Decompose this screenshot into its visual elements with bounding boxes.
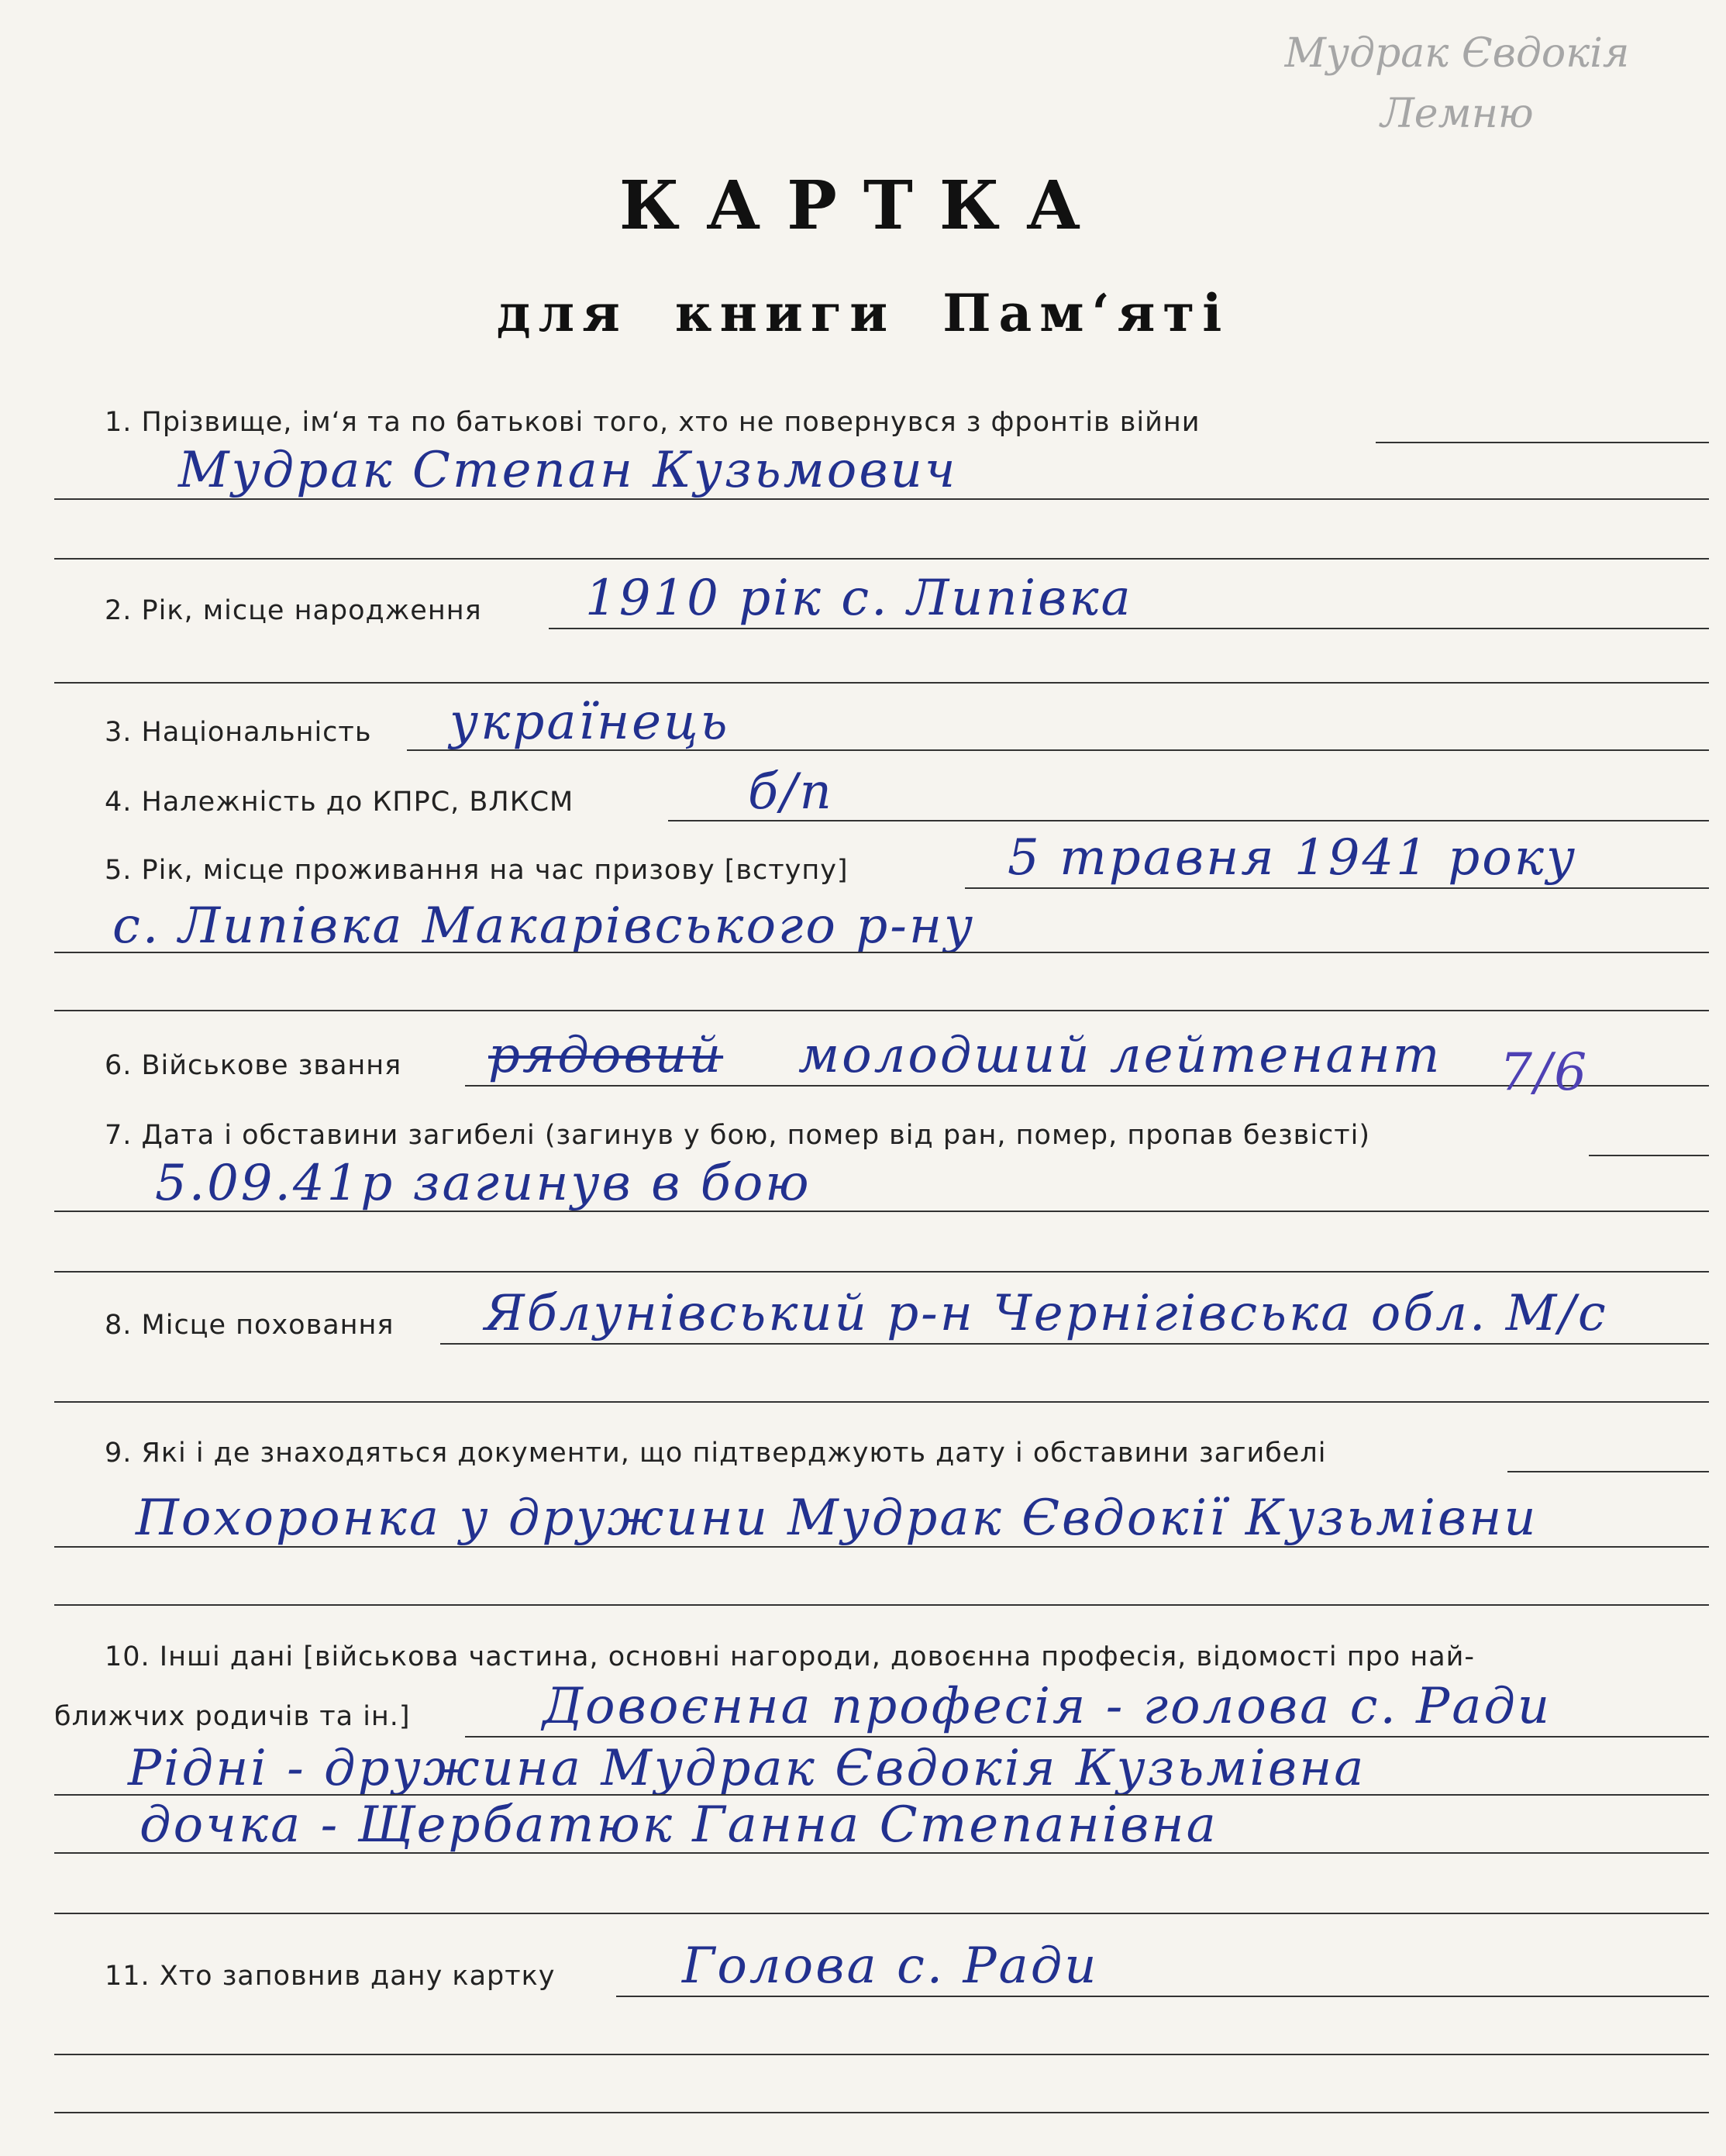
field-9-line-c <box>54 1604 1709 1606</box>
field-11-line-b <box>54 2054 1709 2055</box>
field-8-line-b <box>54 1401 1709 1403</box>
corner-note-line-2: Лемню <box>1380 91 1534 137</box>
field-10-line-c <box>54 1852 1709 1854</box>
field-9-value: Похоронка у дружини Мудрак Євдокії Кузьмівни <box>136 1490 1538 1547</box>
field-7-line-a <box>1589 1155 1709 1156</box>
field-4-label: 4. Належність до КПРС, ВЛКСМ <box>105 787 574 818</box>
field-5-line-c <box>54 1010 1709 1011</box>
field-8-line-a <box>440 1343 1709 1345</box>
field-6-struck-value: рядовий <box>488 1027 724 1084</box>
field-5-label: 5. Рік, місце проживання на час призову [вступу] <box>105 855 849 886</box>
field-7-value: 5.09.41р загинув в бою <box>155 1155 811 1212</box>
field-3-label: 3. Національність <box>105 717 372 748</box>
card-title: КАРТКА <box>618 167 1108 245</box>
field-1-label: 1. Прізвище, ім‘я та по батькові того, хто не повернувся з фронтів війни <box>105 407 1201 438</box>
field-2-label: 2. Рік, місце народження <box>105 595 482 626</box>
corner-note-line-1: Мудрак Євдокія <box>1284 30 1630 77</box>
field-2-line-a <box>549 628 1709 629</box>
field-11-line-a <box>616 1996 1709 1997</box>
field-10-value-line-2: Рідні - дружина Мудрак Євдокія Кузьмівна <box>128 1740 1366 1797</box>
field-7-line-c <box>54 1271 1709 1273</box>
field-5-value-line-2: с. Липівка Макарівського р-ну <box>112 897 976 955</box>
field-1-line-b <box>54 498 1709 500</box>
field-9-label: 9. Які і де знаходяться документи, що підтверджують дату і обставини загибелі <box>105 1438 1327 1469</box>
field-10-label-line-2: ближчих родичів та ін.] <box>54 1701 411 1732</box>
field-5-line-a <box>965 887 1709 889</box>
field-10-value-line-1: Довоєнна професія - голова с. Ради <box>543 1678 1552 1735</box>
field-10-line-b <box>54 1794 1709 1796</box>
field-7-line-b <box>54 1211 1709 1212</box>
field-8-label: 8. Місце поховання <box>105 1310 394 1341</box>
field-5-line-b <box>54 952 1709 953</box>
field-10-line-a <box>465 1736 1709 1738</box>
card-subtitle: для книги Пам‘яті <box>496 283 1230 343</box>
field-10-label-line-1: 10. Інші дані [військова частина, основні нагороди, довоєнна професія, відомості про най- <box>105 1641 1476 1672</box>
field-11-label: 11. Хто заповнив дану картку <box>105 1961 556 1992</box>
field-9-line-b <box>54 1546 1709 1548</box>
field-11-line-c <box>54 2112 1709 2113</box>
corner-handwritten-note <box>1217 23 1697 144</box>
field-1-value: Мудрак Степан Кузьмович <box>178 442 958 499</box>
field-10-line-d <box>54 1913 1709 1914</box>
field-8-value: Яблунівський р-н Чернігівська обл. М/с <box>484 1285 1608 1342</box>
field-3-value: українець <box>450 694 730 751</box>
field-2-value: 1910 рік с. Липівка <box>585 570 1133 627</box>
field-6-value: молодший лейтенант <box>798 1027 1442 1084</box>
field-10-value-line-3: дочка - Щербатюк Ганна Степанівна <box>140 1796 1218 1854</box>
field-5-value-line-1: 5 травня 1941 року <box>1008 829 1578 887</box>
field-7-label: 7. Дата і обставини загибелі (загинув у бою, помер від ран, помер, пропав безвісті) <box>105 1120 1371 1151</box>
field-1-line-c <box>54 558 1709 560</box>
field-2-line-b <box>54 682 1709 684</box>
field-6-margin-note: 7/6 <box>1500 1042 1590 1102</box>
field-1-line-a <box>1376 442 1709 443</box>
field-4-value: б/п <box>748 763 834 821</box>
field-6-label: 6. Військове звання <box>105 1050 402 1081</box>
field-11-value: Голова с. Ради <box>682 1937 1099 1995</box>
field-9-line-a <box>1507 1471 1709 1472</box>
